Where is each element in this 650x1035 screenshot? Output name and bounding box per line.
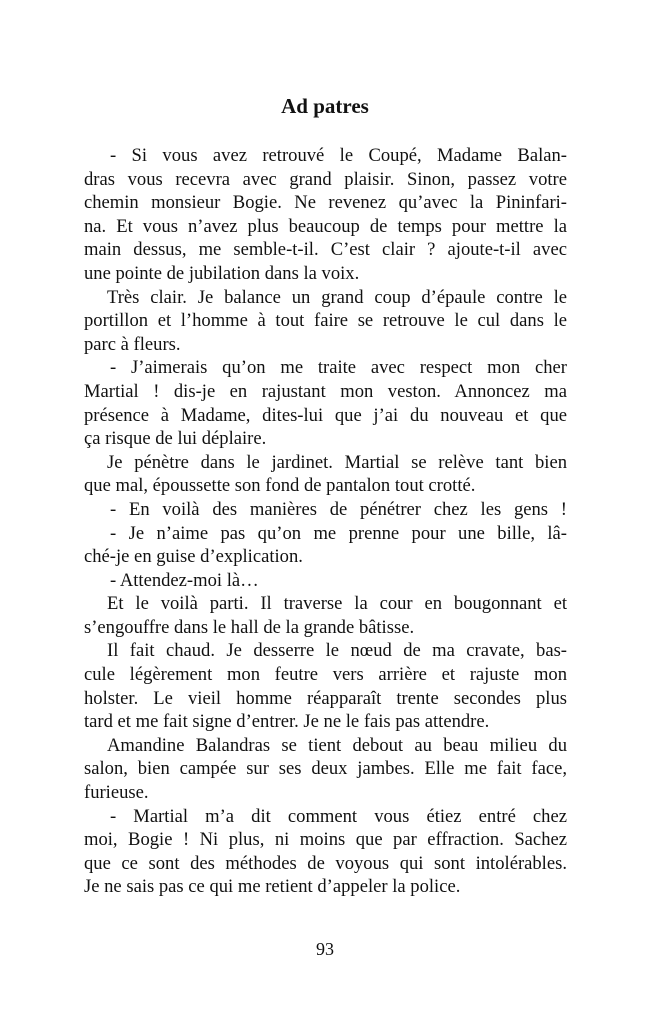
text-line: présence à Madame, dites-lui que j’ai du nouveau et que bbox=[84, 404, 567, 426]
text-line: salon, bien campée sur ses deux jambes. Elle me fait face, bbox=[84, 758, 567, 780]
text-line: Et le voilà parti. Il traverse la cour en bougonnant et bbox=[107, 593, 567, 615]
text-line: que mal, époussette son fond de pantalon tout crotté. bbox=[84, 475, 476, 497]
text-line: ché-je en guise d’explication. bbox=[84, 546, 303, 568]
text-line: s’engouffre dans le hall de la grande bâtisse. bbox=[84, 616, 415, 638]
text-line: - Si vous avez retrouvé le Coupé, Madame Balan- bbox=[110, 145, 567, 166]
text-line: furieuse. bbox=[84, 782, 149, 804]
text-line: Je pénètre dans le jardinet. Martial se relève tant bien bbox=[107, 451, 567, 473]
text-line: moi, Bogie ! Ni plus, ni moins que par effraction. Sachez bbox=[84, 829, 567, 851]
text-line: Martial ! dis-je en rajustant mon veston. Annoncez ma bbox=[84, 380, 567, 402]
text-line: ça risque de lui déplaire. bbox=[84, 428, 267, 450]
text-line: Il fait chaud. Je desserre le nœud de ma cravate, bas- bbox=[107, 640, 567, 662]
text-line: tard et me fait signe d’entrer. Je ne le fais pas attendre. bbox=[84, 711, 490, 733]
text-line: Très clair. Je balance un grand coup d’épaule contre le bbox=[107, 286, 567, 308]
text-line: cule légèrement mon feutre vers arrière et rajuste mon bbox=[84, 664, 567, 686]
text-line: - En voilà des manières de pénétrer chez les gens ! bbox=[110, 498, 567, 520]
text-line: na. Et vous n’avez plus beaucoup de temps pour mettre la bbox=[84, 215, 567, 237]
text-line: parc à fleurs. bbox=[84, 333, 181, 355]
body-text bbox=[84, 144, 567, 899]
text-line: une pointe de jubilation dans la voix. bbox=[84, 262, 360, 284]
text-line: chemin monsieur Bogie. Ne revenez qu’avec la Pininfari- bbox=[84, 192, 567, 214]
chapter-title: Ad patres bbox=[281, 94, 369, 118]
text-line: que ce sont des méthodes de voyous qui sont intolérables. bbox=[84, 852, 567, 874]
text-line: - Attendez-moi là… bbox=[110, 569, 259, 591]
page-number: 93 bbox=[316, 939, 334, 959]
text-line: - J’aimerais qu’on me traite avec respect mon cher bbox=[110, 357, 567, 379]
text-line: dras vous recevra avec grand plaisir. Sinon, passez votre bbox=[84, 168, 567, 190]
text-line: - Martial m’a dit comment vous étiez entré chez bbox=[110, 805, 567, 827]
text-line: Amandine Balandras se tient debout au beau milieu du bbox=[107, 734, 567, 756]
text-line: holster. Le vieil homme réapparaît trente secondes plus bbox=[84, 687, 567, 709]
text-line: - Je n’aime pas qu’on me prenne pour une bille, lâ- bbox=[110, 522, 567, 544]
text-line: main dessus, me semble-t-il. C’est clair ? ajoute-t-il avec bbox=[84, 239, 567, 261]
text-line: Je ne sais pas ce qui me retient d’appeler la police. bbox=[84, 876, 461, 898]
text-line: portillon et l’homme à tout faire se retrouve le cul dans le bbox=[84, 310, 567, 332]
